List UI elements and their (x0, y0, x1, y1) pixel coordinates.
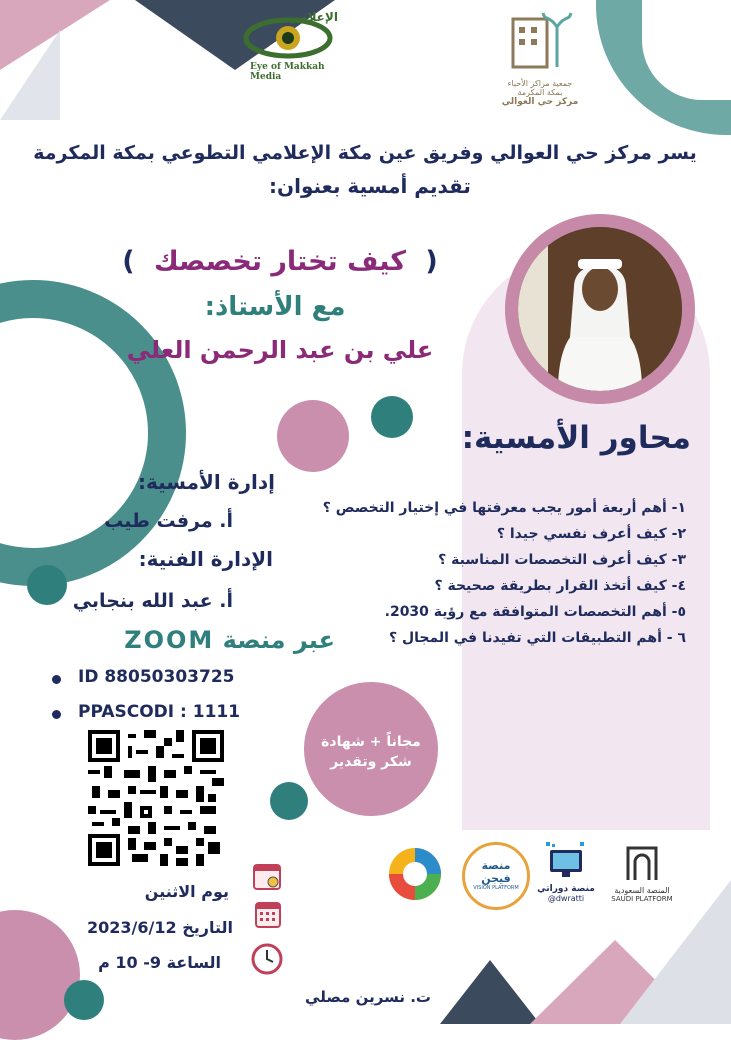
left-logo-title: الإعلامي (288, 10, 338, 24)
topic-item-4: ٤- كيف أتخذ القرار بطريقة صحيحة ؟ (434, 578, 686, 594)
topic-item-5: ٥- أهم التخصصات المتوافقة مع رؤية 2030. (384, 604, 686, 620)
monitor-icon (544, 840, 588, 880)
saudi-platform-en: SAUDI PLATFORM (611, 895, 673, 903)
vision-platform-ar: منصة فيجن (481, 859, 511, 885)
zoom-passcode: PPASCODI : 1111 (78, 702, 241, 722)
top-left-gray-triangle (0, 30, 60, 120)
deco-circle-teal-bottom (270, 782, 308, 820)
eye-of-makkah-logo (228, 12, 348, 82)
saudi-platform-ar: المنصة السعودية (614, 886, 670, 895)
left-teal-ring (0, 280, 186, 586)
title-text: كيف تختار تخصصك (154, 246, 406, 277)
topics-heading: محاور الأمسية: (461, 420, 691, 456)
event-day: يوم الاثنين (144, 882, 229, 901)
deco-circle-teal-left (27, 565, 67, 605)
title-open-paren: ( (425, 246, 438, 277)
speaker-name: علي بن عبد الرحمن العلي (126, 336, 434, 364)
header-line2: تقديم أمسية بعنوان: (269, 174, 471, 198)
calendar-clock-icon (253, 864, 281, 890)
right-logo-line2: بمكة المكرمة (517, 88, 563, 97)
badge-line1: مجاناً + شهادة (321, 734, 421, 750)
bullet-passcode (52, 710, 61, 719)
management-name: أ. مرفت طيب (104, 510, 233, 532)
right-logo-line1: جمعية مراكز الأحياء (507, 79, 573, 88)
dwrati-ar: منصة دوراتي (537, 884, 595, 894)
zoom-platform: عبر منصة ZOOM (124, 626, 335, 654)
vision-platform-logo (462, 842, 530, 910)
dwrati-logo (536, 840, 596, 910)
deco-circle-teal (371, 396, 413, 438)
topic-item-2: ٢- كيف أعرف نفسي جيدا ؟ (496, 526, 686, 542)
person-icon (518, 227, 682, 391)
bullet-id (52, 675, 61, 684)
dwrati-handle: @dwratti (547, 894, 585, 903)
bottom-left-teal-circle (64, 980, 104, 1020)
awali-center-logo (500, 5, 580, 110)
clock-icon (250, 942, 284, 980)
free-certificate-badge (304, 682, 438, 816)
partner-circle-logo (385, 844, 445, 908)
speaker-photo (518, 227, 682, 391)
topic-item-6: ٦ - أهم التطبيقات التي تفيدنا في المجال ؟ (388, 630, 686, 646)
management-label: إدارة الأمسية: (137, 470, 275, 494)
header-line1: يسر مركز حي العوالي وفريق عين مكة الإعلامي التطوعي بمكة المكرمة (33, 142, 697, 164)
badge-line2: شكر وتقدير (330, 754, 412, 770)
saudi-platform-logo (600, 842, 684, 912)
tech-management-name: أ. عبد الله بنجابي (72, 590, 233, 612)
deco-circle-pink (277, 400, 349, 472)
event-date: التاريخ 2023/6/12 (87, 918, 233, 937)
qr-code[interactable] (88, 730, 224, 866)
qr-code-icon (88, 730, 224, 866)
event-time: الساعة 9- 10 م (98, 953, 221, 972)
bottom-navy-triangle (440, 960, 540, 1024)
left-logo-subtitle: Eye of Makkah Media (250, 62, 325, 82)
title-close-paren: ) (122, 246, 135, 277)
designer-credit: ت. نسرين مصلي (305, 988, 431, 1006)
tech-management-label: الإدارة الفنية: (138, 547, 273, 571)
speaker-with-label: مع الأستاذ: (204, 292, 346, 322)
event-title (90, 246, 470, 277)
bottom-left-pink-circle (0, 910, 80, 1040)
vision-platform-en: VISION PLATFORM (473, 885, 519, 891)
zoom-meeting-id: ID 88050303725 (78, 667, 235, 687)
topic-item-1: ١- أهم أربعة أمور يجب معرفتها في إختيار التخصص ؟ (322, 500, 686, 516)
building-icon (505, 5, 575, 75)
arch-icon (622, 842, 662, 882)
colorful-wheel-icon (385, 844, 445, 904)
calendar-icon (255, 902, 281, 928)
topic-item-3: ٣- كيف أعرف التخصصات المناسبة ؟ (438, 552, 686, 568)
right-logo-line3: مركز حي العوالي (501, 97, 579, 107)
